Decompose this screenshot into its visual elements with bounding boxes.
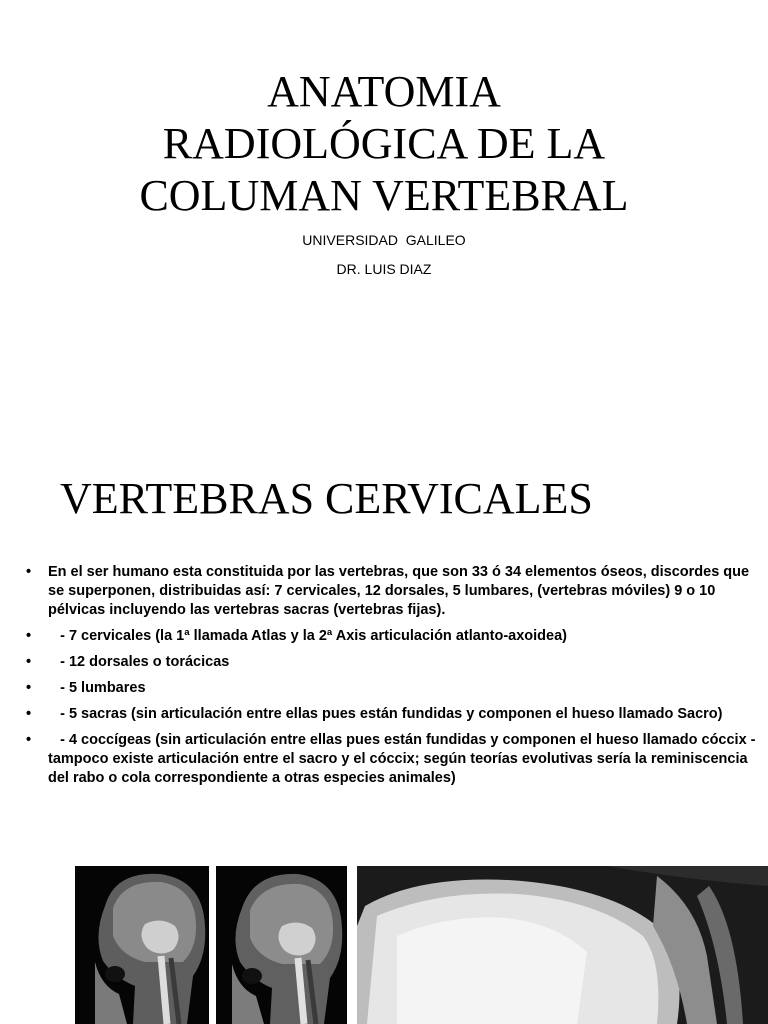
list-item-text: - 5 sacras (sin articulación entre ellas pues están fundidas y componen el hueso llamado Sacro): [48, 706, 723, 722]
list-item-text: - 4 coccígeas (sin articulación entre ellas pues están fundidas y componen el hueso llamado cóccix - tampoco existe articulación entre el sacro y el cóccix; según teorías evolutivas sería la reminiscencia del rabo o cola correspondiente a otras especies animales): [48, 732, 760, 786]
list-item: [26, 627, 756, 646]
xray-image: [357, 866, 768, 1024]
mri-image: [216, 866, 347, 1024]
title-line: ANATOMIA: [267, 67, 501, 116]
list-item: [26, 705, 756, 724]
list-item: [26, 679, 756, 698]
bullet-list: [26, 563, 760, 795]
list-item-text: - 7 cervicales (la 1ª llamada Atlas y la 2ª Axis articulación atlanto-axoidea): [48, 628, 567, 644]
bullet-icon: •: [26, 680, 32, 696]
bullet-icon: •: [26, 628, 32, 644]
university-subtitle: UNIVERSIDAD GALILEO: [302, 232, 466, 248]
list-item-text: - 5 lumbares: [48, 680, 146, 696]
bullet-icon: •: [26, 732, 32, 748]
list-item: [26, 731, 760, 788]
list-item-text: En el ser humano esta constituida por las vertebras, que son 33 ó 34 elementos óseos, discordes que se superponen, distribuidas así: 7 cervicales, 12 dorsales, 5 lumbares, (vertebras móviles) 9 o 10 pélvicas incluyendo las vertebras sacras (vertebras fijas).: [48, 564, 750, 618]
list-item: [26, 563, 756, 620]
list-item: [26, 653, 756, 672]
mri-image: [75, 866, 209, 1024]
title-slide: [0, 0, 768, 440]
author-subtitle: DR. LUIS DIAZ: [336, 261, 432, 277]
bullet-icon: •: [26, 706, 32, 722]
bullet-icon: •: [26, 564, 32, 580]
slide-title: [0, 66, 768, 222]
title-line: COLUMAN VERTEBRAL: [139, 171, 629, 220]
list-item-text: - 12 dorsales o torácicas: [48, 654, 230, 670]
title-line: RADIOLÓGICA DE LA: [162, 119, 606, 168]
bullet-icon: •: [26, 654, 32, 670]
section-heading: VERTEBRAS CERVICALES: [60, 474, 593, 523]
